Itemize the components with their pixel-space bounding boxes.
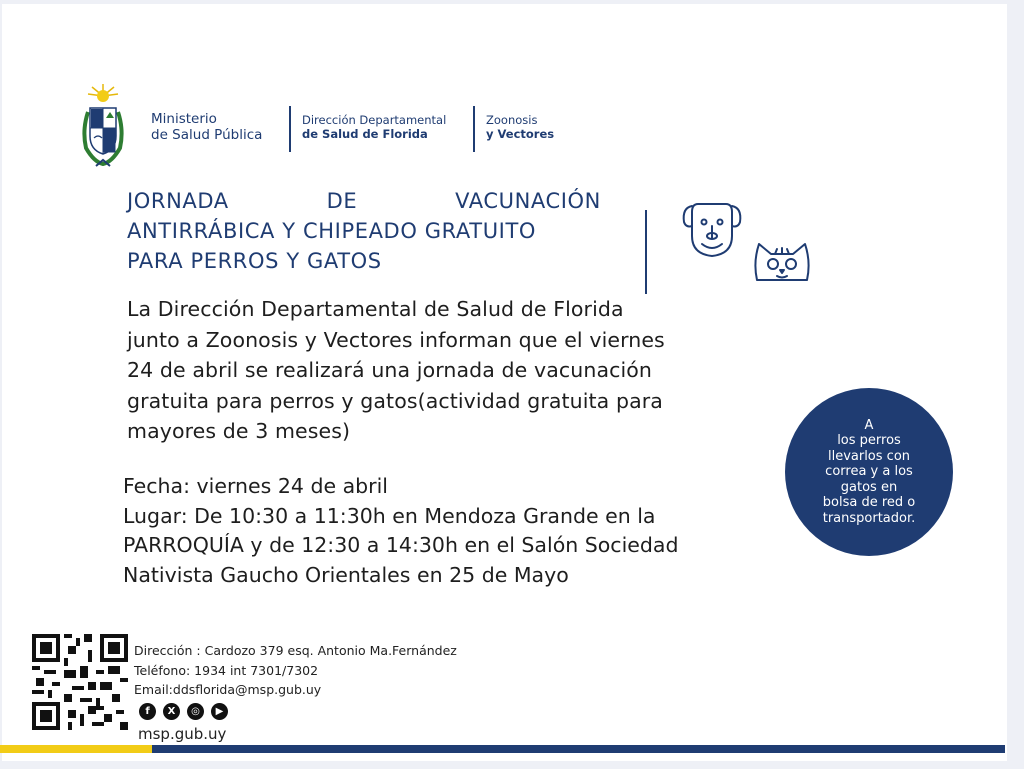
qr-code[interactable] bbox=[32, 634, 128, 730]
website-link[interactable]: msp.gub.uy bbox=[138, 725, 227, 743]
footer-stripe-yellow bbox=[0, 745, 152, 753]
uruguay-coat-of-arms-icon bbox=[74, 82, 132, 172]
note-line: bolsa de red o bbox=[822, 495, 916, 511]
ministry-line-1: Ministerio bbox=[151, 111, 217, 127]
facebook-icon[interactable]: f bbox=[139, 703, 156, 720]
event-place-line: PARROQUÍA y de 12:30 a 14:30h en el Salón Sociedad bbox=[123, 533, 679, 557]
header-divider bbox=[473, 106, 475, 152]
title-word: DE bbox=[326, 189, 358, 213]
zoonosis-name bbox=[486, 113, 554, 141]
youtube-icon[interactable]: ▶ bbox=[211, 703, 228, 720]
paragraph-line: 24 de abril se realizará una jornada de vacunación bbox=[127, 358, 653, 382]
paragraph-line: mayores de 3 meses) bbox=[127, 419, 351, 443]
contact-info bbox=[134, 641, 457, 700]
contact-address: Dirección : Cardozo 379 esq. Antonio Ma.Fernández bbox=[134, 643, 457, 658]
note-line: correa y a los bbox=[825, 464, 913, 480]
contact-email[interactable]: Email:ddsflorida@msp.gub.uy bbox=[134, 682, 322, 697]
note-line: transportador. bbox=[822, 510, 916, 526]
zoonosis-line-1: Zoonosis bbox=[486, 113, 538, 127]
event-details bbox=[123, 472, 783, 590]
ministry-name bbox=[151, 111, 262, 143]
event-place-line: Lugar: De 10:30 a 11:30h en Mendoza Grande en la bbox=[123, 503, 656, 528]
pet-transport-note-badge bbox=[785, 388, 953, 556]
note-line: llevarlos con bbox=[827, 448, 911, 464]
instagram-icon[interactable]: ◎ bbox=[187, 703, 204, 720]
title-word: VACUNACIÓN bbox=[455, 189, 601, 213]
title-divider bbox=[645, 210, 647, 294]
department-name bbox=[302, 113, 446, 141]
footer-stripe-blue bbox=[152, 745, 1005, 753]
cat-icon bbox=[751, 240, 813, 284]
note-line: gatos en bbox=[840, 479, 898, 495]
x-icon[interactable]: X bbox=[163, 703, 180, 720]
event-title bbox=[127, 186, 601, 276]
paragraph-line: La Dirección Departamental de Salud de Florida bbox=[127, 297, 624, 321]
paragraph-line: gratuita para perros y gatos(actividad gratuita para bbox=[127, 388, 663, 413]
event-place-line: Nativista Gaucho Orientales en 25 de Mayo bbox=[123, 562, 569, 587]
note-line: A bbox=[864, 417, 874, 433]
announcement-paragraph bbox=[127, 294, 777, 447]
title-line-3: PARA PERROS Y GATOS bbox=[127, 249, 382, 273]
paragraph-line: junto a Zoonosis y Vectores informan que el viernes bbox=[127, 327, 665, 352]
note-line: los perros bbox=[837, 433, 901, 449]
social-links bbox=[139, 703, 228, 720]
ministry-line-2: de Salud Pública bbox=[151, 127, 263, 143]
zoonosis-line-2: y Vectores bbox=[486, 127, 555, 141]
title-line-2: ANTIRRÁBICA Y CHIPEADO GRATUITO bbox=[127, 219, 537, 243]
dog-icon bbox=[680, 198, 744, 260]
note-text bbox=[807, 418, 931, 527]
department-line-1: Dirección Departamental bbox=[302, 113, 447, 127]
contact-phone: Teléfono: 1934 int 7301/7302 bbox=[134, 662, 319, 678]
title-line-1 bbox=[127, 186, 601, 216]
title-word: JORNADA bbox=[127, 189, 229, 213]
department-line-2: de Salud de Florida bbox=[302, 127, 428, 141]
event-date: Fecha: viernes 24 de abril bbox=[123, 474, 388, 498]
header-divider bbox=[289, 106, 291, 152]
